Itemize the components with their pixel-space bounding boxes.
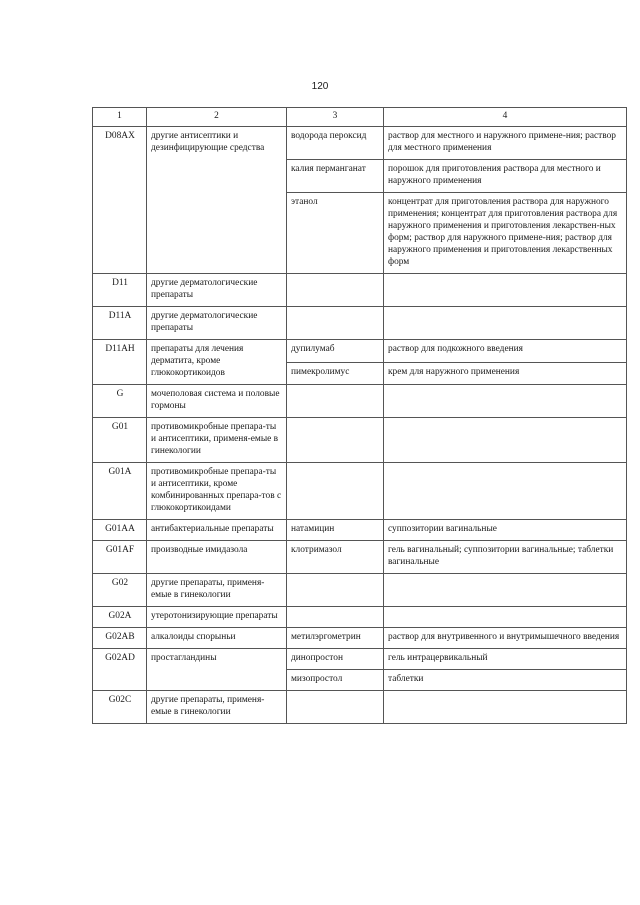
dosage-form-cell [384,418,627,463]
anatomical-group-cell: другие препараты, применя-емые в гинекологии [147,691,287,724]
anatomical-group-cell: противомикробные препара-ты и антисептики, применя-емые в гинекологии [147,418,287,463]
atc-code-cell: D08AX [93,127,147,274]
atc-code-cell: G01 [93,418,147,463]
dosage-form-cell [384,463,627,520]
atc-code-cell: G [93,385,147,418]
table-row [93,463,627,520]
atc-code-cell: G01AA [93,520,147,541]
anatomical-group-cell: алкалоиды спорыньи [147,628,287,649]
dosage-form-cell: крем для наружного применения [384,362,627,385]
dosage-form-cell: таблетки [384,670,627,691]
anatomical-group-cell: противомикробные препара-ты и антисептики, кроме комбинированных препара-тов с глюкокортикоидами [147,463,287,520]
drug-name-cell: калия перманганат [287,160,384,193]
drug-name-cell: натамицин [287,520,384,541]
dosage-form-cell: раствор для местного и наружного примене-ния; раствор для местного применения [384,127,627,160]
atc-code-cell: D11A [93,307,147,340]
drug-name-cell [287,691,384,724]
anatomical-group-cell: простагландины [147,649,287,691]
dosage-form-cell: концентрат для приготовления раствора для наружного применения; концентрат для приготовления раствора для наружного применения и приготовления лекарствен-ных форм; раствор для наружного примене-ния; раствор для наружного применения и приготовления лекарственных форм [384,193,627,274]
drug-name-cell [287,274,384,307]
anatomical-group-cell: антибактериальные препараты [147,520,287,541]
atc-code-cell: G02AB [93,628,147,649]
atc-code-cell: G01A [93,463,147,520]
drug-name-cell [287,574,384,607]
anatomical-group-cell: мочеполовая система и половые гормоны [147,385,287,418]
dosage-form-cell [384,574,627,607]
dosage-form-cell [384,385,627,418]
table-row [93,418,627,463]
drug-name-cell: метилэргометрин [287,628,384,649]
atc-code-cell: D11 [93,274,147,307]
drug-name-cell: этанол [287,193,384,274]
header-col-2: 2 [147,108,287,127]
header-col-1: 1 [93,108,147,127]
anatomical-group-cell: другие антисептики и дезинфицирующие средства [147,127,287,274]
dosage-form-cell: гель интрацервикальный [384,649,627,670]
dosage-form-cell [384,691,627,724]
table-row [93,385,627,418]
table-row [93,127,627,160]
drug-name-cell: клотримазол [287,541,384,574]
drug-name-cell [287,385,384,418]
anatomical-group-cell: другие дерматологические препараты [147,307,287,340]
table-row [93,607,627,628]
atc-code-cell: D11AH [93,340,147,385]
dosage-form-cell: раствор для подкожного введения [384,340,627,363]
table-row [93,628,627,649]
table-row [93,307,627,340]
drug-name-cell [287,418,384,463]
header-col-3: 3 [287,108,384,127]
page-number: 120 [311,81,329,92]
table-row [93,340,627,363]
atc-code-cell: G02C [93,691,147,724]
table-row [93,520,627,541]
drug-name-cell [287,307,384,340]
header-row [93,108,627,127]
drug-name-cell: мизопростол [287,670,384,691]
drug-name-cell: водорода пероксид [287,127,384,160]
atc-code-cell: G01AF [93,541,147,574]
dosage-form-cell: раствор для внутривенного и внутримышечного введения [384,628,627,649]
atc-code-cell: G02 [93,574,147,607]
anatomical-group-cell: другие дерматологические препараты [147,274,287,307]
drug-classification-table [92,107,627,724]
drug-name-cell: пимекролимус [287,362,384,385]
drug-name-cell: динопростон [287,649,384,670]
atc-code-cell: G02AD [93,649,147,691]
dosage-form-cell [384,307,627,340]
dosage-form-cell [384,274,627,307]
dosage-form-cell: суппозитории вагинальные [384,520,627,541]
table-row [93,274,627,307]
header-col-4: 4 [384,108,627,127]
drug-name-cell [287,607,384,628]
drug-name-cell [287,463,384,520]
table-row [93,574,627,607]
table-row [93,649,627,670]
table-row [93,691,627,724]
anatomical-group-cell: другие препараты, применя-емые в гинекологии [147,574,287,607]
atc-code-cell: G02A [93,607,147,628]
dosage-form-cell: порошок для приготовления раствора для местного и наружного применения [384,160,627,193]
dosage-form-cell [384,607,627,628]
anatomical-group-cell: производные имидазола [147,541,287,574]
table-body [93,127,627,724]
anatomical-group-cell: утеротонизирующие препараты [147,607,287,628]
dosage-form-cell: гель вагинальный; суппозитории вагинальные; таблетки вагинальные [384,541,627,574]
drug-name-cell: дупилумаб [287,340,384,363]
anatomical-group-cell: препараты для лечения дерматита, кроме глюкокортикоидов [147,340,287,385]
table-row [93,541,627,574]
